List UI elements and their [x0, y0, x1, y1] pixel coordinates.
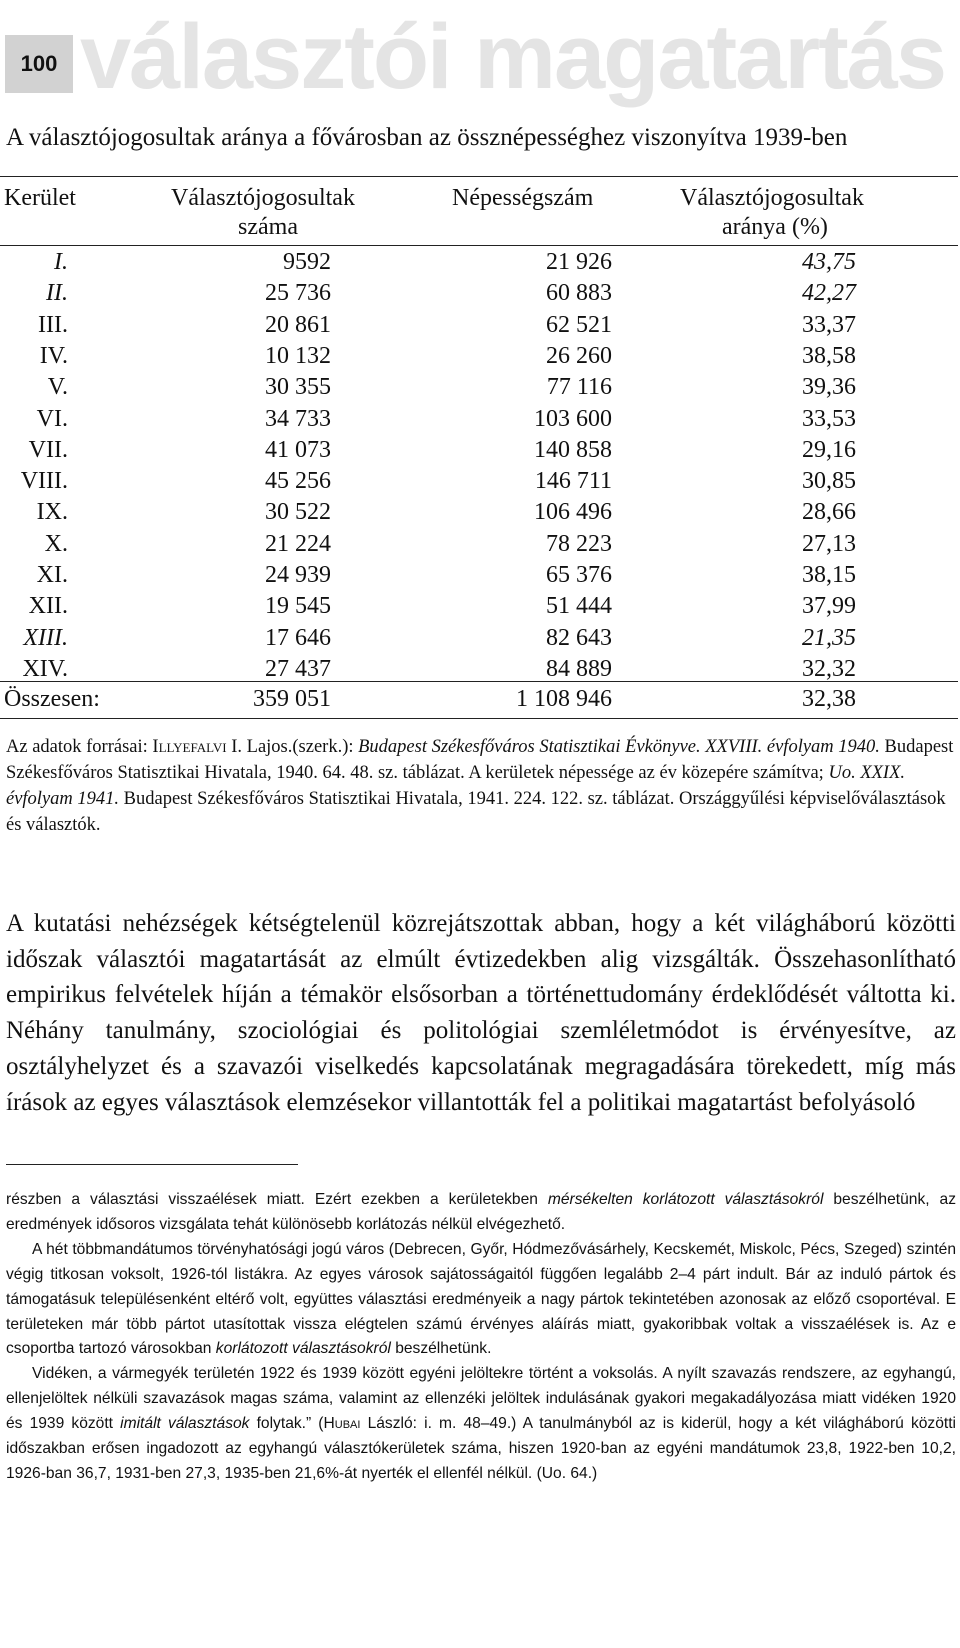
running-header-watermark: választói magatartás [80, 6, 946, 108]
header-arany-2: aránya (%) [722, 214, 828, 240]
cell-valasztojog: 30 355 [265, 374, 331, 401]
table-row [0, 280, 958, 313]
cell-kerulet: VII. [28, 436, 68, 463]
cell-kerulet: VI. [36, 405, 68, 432]
footnote-text: beszélhetünk. [390, 1340, 492, 1358]
footnote-author: Hubai [323, 1415, 361, 1433]
footnote-text: részben a választási visszaélések miatt. Ezért ezekben a kerületekben [6, 1191, 548, 1208]
cell-kerulet: II. [46, 280, 68, 307]
footnote-emphasis: korlátozott választásokról [215, 1340, 391, 1358]
cell-valasztojog: 10 132 [265, 342, 331, 369]
footnote-paragraph [6, 1238, 956, 1363]
cell-nepesseg: 62 521 [546, 311, 612, 338]
header-arany-1: Választójogosultak [680, 185, 864, 211]
cell-valasztojog: 45 256 [265, 468, 331, 495]
cell-nepesseg: 140 858 [534, 436, 612, 463]
cell-nepesseg: 77 116 [546, 374, 612, 401]
table-source-note [6, 734, 956, 838]
cell-arany: 32,32 [802, 655, 856, 682]
footnote-emphasis: mérsékelten korlátozott választásokról [547, 1191, 824, 1208]
table-row [0, 343, 958, 376]
cell-valasztojog: 34 733 [265, 405, 331, 432]
cell-arany: 43,75 [802, 249, 856, 275]
cell-nepesseg: 51 444 [546, 593, 612, 620]
cell-nepesseg: 84 889 [546, 655, 612, 682]
table-row [0, 656, 958, 689]
cell-nepesseg: 78 223 [546, 530, 612, 557]
table-row [0, 437, 958, 470]
footnotes [6, 1188, 956, 1487]
source-text: Budapest Székesfőváros Statisztikai Hivatala, 1941. 224. 122. sz. táblázat. Országgyűlési képviselőválasztások és választók. [6, 789, 946, 835]
cell-arany: 28,66 [802, 499, 856, 526]
cell-arany: 39,36 [802, 374, 856, 401]
table-total-row [0, 686, 958, 719]
table-total-rule [0, 681, 958, 682]
cell-kerulet: IX. [36, 499, 68, 526]
source-author: Illyefalvi [152, 737, 227, 757]
table-row [0, 625, 958, 658]
cell-valasztojog: 24 939 [265, 562, 331, 588]
cell-kerulet: VIII. [20, 468, 68, 495]
cell-arany: 27,13 [802, 530, 856, 557]
cell-arany: 37,99 [802, 593, 856, 620]
table-row [0, 249, 958, 282]
cell-arany: 30,85 [802, 468, 856, 495]
cell-valasztojog: 20 861 [265, 311, 331, 338]
footnote-paragraph [6, 1188, 956, 1238]
total-label: Összesen: [4, 686, 100, 712]
cell-arany: 38,58 [802, 342, 856, 369]
table-row [0, 499, 958, 532]
table-top-rule [0, 176, 958, 177]
cell-kerulet: I. [54, 249, 68, 275]
cell-nepesseg: 106 496 [534, 499, 612, 526]
footnote-emphasis: imitált választások [120, 1415, 250, 1433]
cell-valasztojog: 25 736 [265, 280, 331, 307]
cell-kerulet: XII. [28, 593, 68, 620]
cell-valasztojog: 27 437 [265, 655, 331, 682]
cell-arany: 33,53 [802, 405, 856, 432]
footnote-text: folytak.” ( [249, 1415, 324, 1433]
cell-arany: 29,16 [802, 436, 856, 463]
cell-valasztojog: 9592 [283, 249, 331, 275]
table-row [0, 406, 958, 439]
page-number: 100 [5, 35, 73, 93]
footnote-text: Vidéken, a vármegyék területén 1922 és 1939 között egyéni jelöltekre történt a voksolás. A nyílt szavazás rendszere, az egyhangú, ellenjelöltek nélküli szavazások magas száma, valamint az ellenzéki jelöltek indulásának gyakori megakadályozása miatt vidéken 1920 és 1939 között [6, 1365, 956, 1433]
table-bottom-rule [0, 718, 958, 719]
source-text: I. Lajos.(szerk.): [226, 737, 359, 757]
source-title: Uo. XXIX. évfolyam 1941. [6, 763, 906, 809]
source-text: Budapest Székesfőváros Statisztikai Hivatala, 1940. 64. 48. sz. táblázat. A kerületek népessége az év közepére számítva; [6, 737, 954, 783]
cell-kerulet: XIV. [22, 655, 68, 682]
body-paragraph: A kutatási nehézségek kétségtelenül közrejátszottak abban, hogy a két világháború közötti időszak választói magatartását az elmúlt évtizedekben alig vizsgálták. Összehasonlítható empirikus felvételek híján a témakör elsősorban a történettudomány érdeklődését váltotta ki. Néhány tanulmány, szociológiai és politológiai szemléletmódot is érvényesítve, az osztályhelyzet és a szavazói viselkedés kapcsolatának megragadására törekedett, míg más írások az egyes választások elemzésekor villantották fel a politikai magatartást befolyásoló [6, 910, 956, 1116]
cell-nepesseg: 65 376 [546, 562, 612, 588]
footnote-text: A hét többmandátumos törvényhatósági jogú város (Debrecen, Győr, Hódmezővásárhely, Kecskemét, Miskolc, Pécs, Szeged) szintén végig titkosan voksolt, 1926-tól listákra. Az egyes városok sajátosságaitól függően legalább 2–4 párt indult. Bár az induló pártok és támogatásuk településenként eltérő volt, együttes választási eredményeik a nagy pártok tekintetében azonosak az előző csoportéval. E területeken már több pártot utasítottak vissza elégtelen számú érvényes aláírás miatt, gyakoribbak voltak a visszaélések is. Az e csoportba tartozó városokban [6, 1240, 956, 1358]
total-valasztojog: 359 051 [253, 686, 331, 712]
cell-nepesseg: 146 711 [534, 468, 612, 495]
total-arany: 32,38 [802, 686, 856, 712]
cell-nepesseg: 26 260 [546, 342, 612, 369]
table-row [0, 562, 958, 595]
cell-valasztojog: 41 073 [265, 436, 331, 463]
cell-arany: 38,15 [802, 562, 856, 588]
cell-kerulet: IV. [39, 342, 68, 369]
header-valasztojog-2: száma [238, 214, 298, 240]
cell-valasztojog: 17 646 [265, 624, 331, 651]
table-title: A választójogosultak aránya a fővárosban az össznépességhez viszonyítva 1939-ben [6, 124, 848, 151]
total-nepesseg: 1 108 946 [516, 686, 612, 712]
source-title: Budapest Székesfőváros Statisztikai Évkönyve. XXVIII. évfolyam 1940. [358, 737, 880, 757]
header-kerulet: Kerület [4, 185, 76, 211]
table-row [0, 468, 958, 501]
footnote-text: László: i. m. 48–49.) A tanulmányból az is kiderül, hogy a két világháború közötti időszakban erősen ingadozott az egyhangú választókerületek száma, hiszen 1920-ban az egyéni mandátumok 23,8, 1922-ben 10,2, 1926-ban 36,7, 1931-ben 27,3, 1935-ben 21,6%-át nyerték el ellenfél nélkül. (Uo. 64.) [6, 1415, 957, 1482]
footnote-paragraph [6, 1362, 956, 1487]
header-nepesseg: Népességszám [452, 185, 594, 211]
cell-arany: 21,35 [802, 624, 856, 651]
cell-kerulet: V. [47, 374, 68, 401]
table-row [0, 531, 958, 564]
cell-nepesseg: 103 600 [534, 405, 612, 432]
table-row [0, 593, 958, 626]
cell-kerulet: III. [38, 311, 68, 338]
table-header-rule [0, 245, 958, 246]
cell-arany: 42,27 [802, 280, 856, 307]
cell-arany: 33,37 [802, 311, 856, 338]
cell-valasztojog: 21 224 [265, 530, 331, 557]
source-text: Az adatok forrásai: [6, 737, 153, 757]
footnote-text: beszélhetünk, az eredmények idősoros vizsgálata tehát különösebb korlátozás nélkül elvégezhető. [6, 1191, 956, 1233]
cell-nepesseg: 82 643 [546, 624, 612, 651]
header-valasztojog-1: Választójogosultak [171, 185, 355, 211]
cell-valasztojog: 30 522 [265, 499, 331, 526]
cell-nepesseg: 60 883 [546, 280, 612, 307]
cell-kerulet: XIII. [23, 624, 68, 651]
cell-valasztojog: 19 545 [265, 593, 331, 620]
cell-nepesseg: 21 926 [546, 249, 612, 275]
cell-kerulet: X. [44, 530, 68, 557]
table-row [0, 312, 958, 345]
cell-kerulet: XI. [36, 562, 68, 588]
footnote-rule [6, 1164, 298, 1165]
table-row [0, 374, 958, 407]
